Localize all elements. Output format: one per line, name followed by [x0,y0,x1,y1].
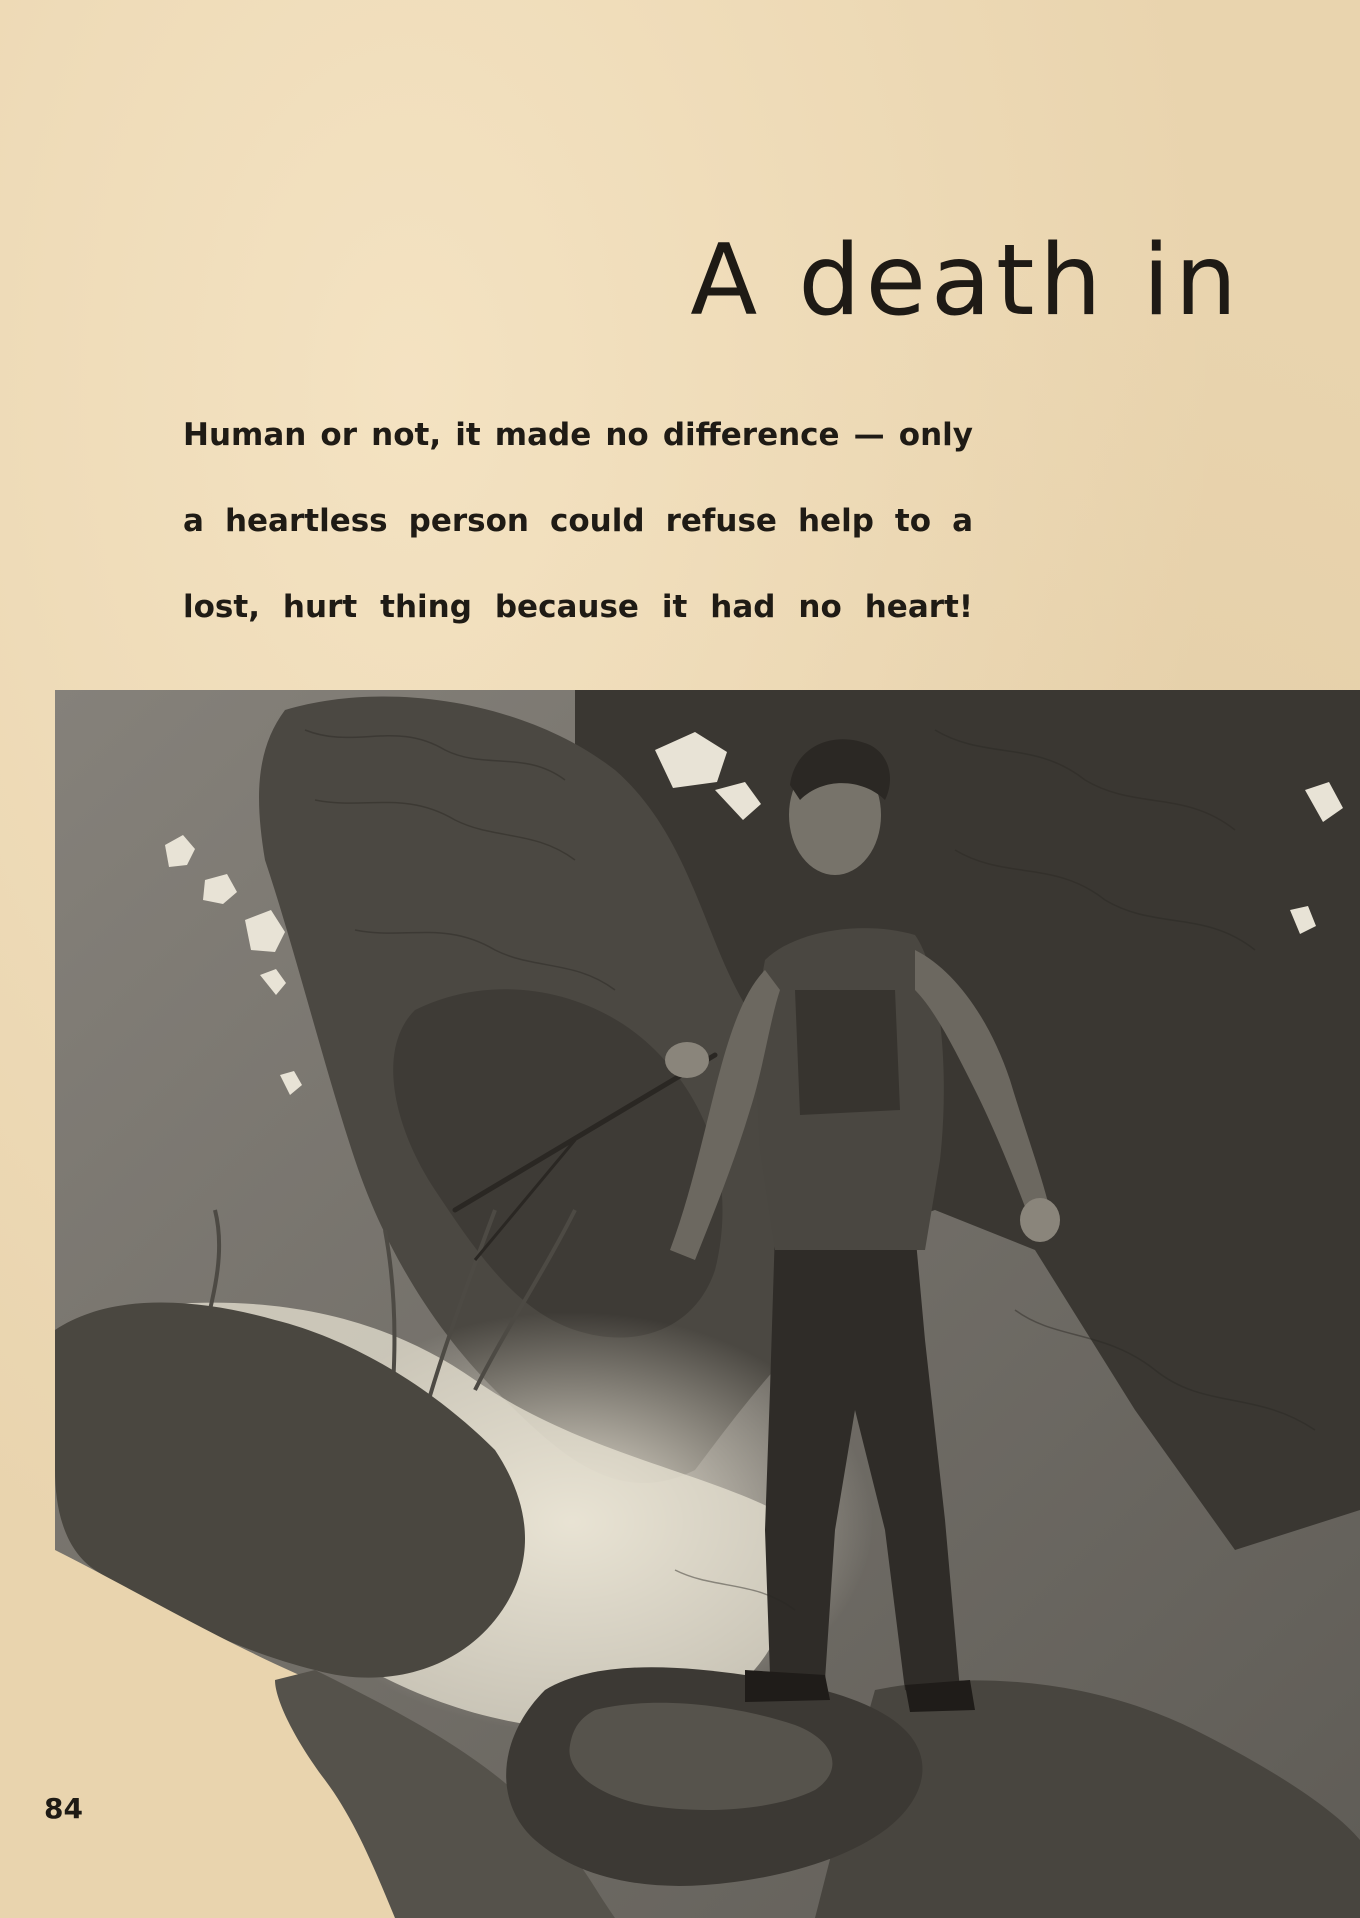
story-title: A death in [690,224,1242,338]
man-left-hand [665,1042,709,1078]
story-deck [183,405,973,663]
deck-line: a heartless person could refuse help to a [183,503,973,539]
man-right-hand [1020,1198,1060,1242]
deck-line: lost, hurt thing because it had no heart! [183,589,973,625]
deck-line: Human or not, it made no difference — only [183,417,973,453]
story-illustration [55,690,1360,1918]
overall-bib [795,990,900,1115]
page-number: 84 [44,1792,83,1825]
